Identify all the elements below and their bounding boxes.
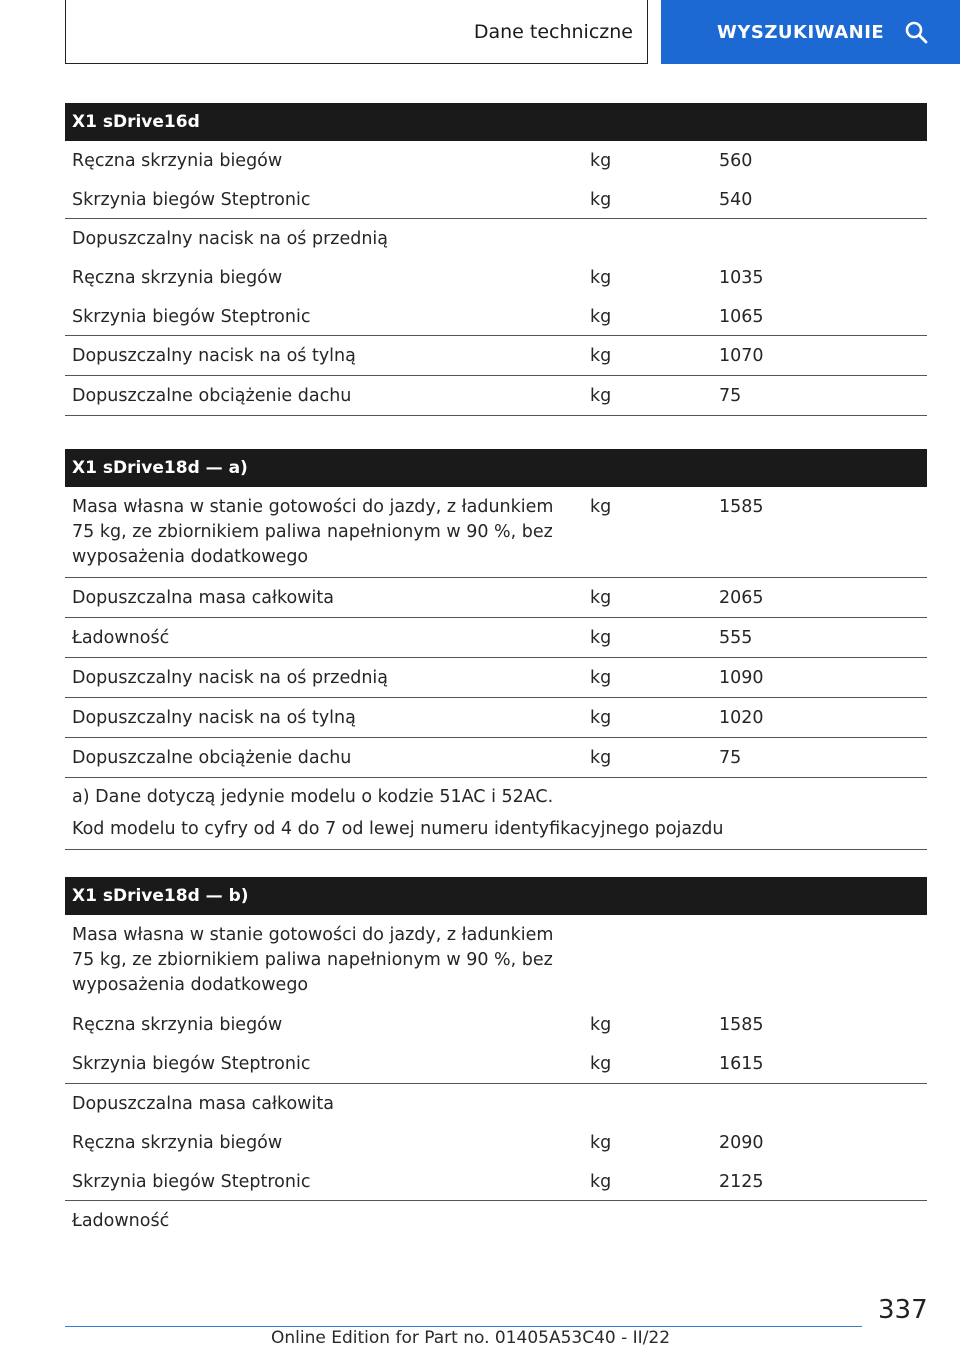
row-label: Dopuszczalny nacisk na oś przednią	[72, 229, 389, 249]
row-unit: kg	[590, 748, 612, 768]
row-value: 2090	[719, 1133, 764, 1153]
row-value: 1585	[719, 1015, 764, 1035]
row-value: 2065	[719, 588, 764, 608]
row-value: 1020	[719, 708, 764, 728]
row-unit: kg	[590, 588, 612, 608]
table-row	[65, 258, 927, 297]
row-unit: kg	[590, 151, 612, 171]
page-header	[0, 0, 960, 66]
table-row	[65, 1044, 927, 1084]
table-row	[65, 738, 927, 778]
table-title: X1 sDrive18d — b)	[65, 877, 927, 915]
search-button[interactable]	[661, 0, 960, 64]
row-label: Ręczna skrzynia biegów	[72, 151, 283, 171]
row-unit: kg	[590, 497, 612, 517]
section-title: Dane techniczne	[473, 20, 633, 43]
table-row	[65, 376, 927, 416]
table-row	[65, 180, 927, 219]
table-row	[65, 1084, 927, 1123]
row-value: 1615	[719, 1054, 764, 1074]
row-label: Dopuszczalny nacisk na oś tylną	[72, 346, 356, 366]
row-label: Ładowność	[72, 1211, 170, 1231]
row-label: Skrzynia biegów Steptronic	[72, 1054, 311, 1074]
row-label: Masa własna w stanie gotowości do jazdy, z ładunkiem 75 kg, ze zbiornikiem paliwa napełnionym w 90 %, bez wyposażenia dodatkowego	[72, 497, 554, 567]
row-unit: kg	[590, 386, 612, 406]
table-row	[65, 1123, 927, 1162]
row-label: Dopuszczalna masa całkowita	[72, 588, 334, 608]
page-number: 337	[878, 1295, 928, 1325]
row-unit: kg	[590, 628, 612, 648]
table-row	[65, 141, 927, 180]
table-row	[65, 1162, 927, 1201]
row-unit: kg	[590, 307, 612, 327]
row-unit: kg	[590, 1054, 612, 1074]
table-row	[65, 487, 927, 578]
spec-table-sdrive16d	[65, 103, 927, 416]
row-value: 1090	[719, 668, 764, 688]
row-label: Skrzynia biegów Steptronic	[72, 307, 311, 327]
table-row	[65, 578, 927, 618]
footer-divider	[65, 1326, 862, 1327]
row-value: 2125	[719, 1172, 764, 1192]
row-unit: kg	[590, 668, 612, 688]
section-tab[interactable]	[65, 0, 648, 64]
row-value: 1070	[719, 346, 764, 366]
row-label: Dopuszczalna masa całkowita	[72, 1094, 334, 1114]
row-label: Dopuszczalne obciążenie dachu	[72, 748, 352, 768]
row-unit: kg	[590, 708, 612, 728]
spec-table-sdrive18d-b	[65, 877, 927, 1240]
table-row	[65, 336, 927, 376]
table-footnote	[65, 778, 927, 850]
row-label: Skrzynia biegów Steptronic	[72, 190, 311, 210]
table-title: X1 sDrive16d	[65, 103, 927, 141]
search-icon	[904, 20, 928, 44]
row-unit: kg	[590, 346, 612, 366]
row-label: Masa własna w stanie gotowości do jazdy, z ładunkiem 75 kg, ze zbiornikiem paliwa napełnionym w 90 %, bez wyposażenia dodatkowego	[72, 925, 554, 995]
table-row	[65, 658, 927, 698]
row-label: Ręczna skrzynia biegów	[72, 1133, 283, 1153]
row-value: 1585	[719, 497, 764, 517]
row-label: Ręczna skrzynia biegów	[72, 268, 283, 288]
row-value: 1065	[719, 307, 764, 327]
row-value: 555	[719, 628, 753, 648]
row-unit: kg	[590, 1172, 612, 1192]
row-unit: kg	[590, 1133, 612, 1153]
footnote-model-code: Kod modelu to cyfry od 4 do 7 od lewej numeru identyfikacyjnego pojazdu	[72, 819, 724, 839]
footer-edition: Online Edition for Part no. 01405A53C40 - II/22	[271, 1328, 671, 1348]
row-label: Ładowność	[72, 628, 170, 648]
table-row	[65, 915, 927, 1005]
table-row	[65, 297, 927, 336]
row-unit: kg	[590, 268, 612, 288]
footnote-a: a) Dane dotyczą jedynie modelu o kodzie 51AC i 52AC.	[72, 787, 554, 807]
row-value: 1035	[719, 268, 764, 288]
row-label: Dopuszczalny nacisk na oś tylną	[72, 708, 356, 728]
table-title: X1 sDrive18d — a)	[65, 449, 927, 487]
row-unit: kg	[590, 190, 612, 210]
table-row	[65, 618, 927, 658]
row-label: Skrzynia biegów Steptronic	[72, 1172, 311, 1192]
row-value: 560	[719, 151, 753, 171]
table-row	[65, 219, 927, 258]
row-label: Dopuszczalny nacisk na oś przednią	[72, 668, 389, 688]
search-label: WYSZUKIWANIE	[717, 21, 885, 43]
spec-table-sdrive18d-a	[65, 449, 927, 850]
row-value: 75	[719, 386, 742, 406]
row-unit: kg	[590, 1015, 612, 1035]
table-row	[65, 698, 927, 738]
row-label: Dopuszczalne obciążenie dachu	[72, 386, 352, 406]
row-value: 75	[719, 748, 742, 768]
table-row	[65, 1201, 927, 1240]
row-label: Ręczna skrzynia biegów	[72, 1015, 283, 1035]
table-row	[65, 1005, 927, 1044]
row-value: 540	[719, 190, 753, 210]
